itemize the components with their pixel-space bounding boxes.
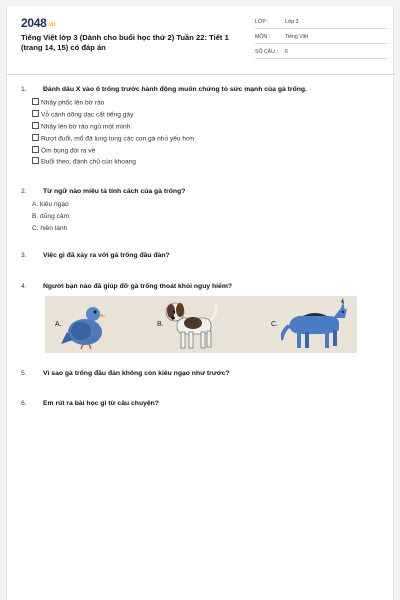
option-label: Nhảy lên bờ rào ngủ một mình bbox=[41, 123, 131, 131]
checkbox-option[interactable] bbox=[32, 157, 194, 169]
checkbox-icon[interactable] bbox=[32, 98, 39, 105]
question-number: 4. bbox=[21, 283, 27, 290]
question-2-options bbox=[32, 200, 69, 236]
worksheet-header bbox=[7, 6, 395, 75]
question-number: 1. bbox=[21, 86, 27, 93]
site-logo[interactable] bbox=[21, 16, 55, 30]
checkbox-option[interactable] bbox=[32, 110, 194, 122]
question-text: Từ ngữ nào miêu tả tính cách của gà trống? bbox=[43, 188, 186, 195]
question-text: Em rút ra bài học gì từ câu chuyện? bbox=[43, 400, 159, 407]
checkbox-icon[interactable] bbox=[32, 122, 39, 129]
option-label: Nhảy phốc lên bờ rào bbox=[41, 99, 105, 107]
checkbox-option[interactable] bbox=[32, 98, 194, 110]
meta-count-key: SỐ CÂU : bbox=[255, 49, 278, 55]
meta-count-value: 6 bbox=[285, 49, 288, 55]
checkbox-icon[interactable] bbox=[32, 146, 39, 153]
pigeon-illustration bbox=[61, 302, 107, 350]
question-number: 5. bbox=[21, 370, 27, 377]
option-label: Vỗ cánh dõng dạc cất tiếng gáy bbox=[41, 111, 134, 119]
animal-choices-image bbox=[45, 296, 357, 353]
logo-number: 2048 bbox=[21, 16, 47, 30]
worksheet-page bbox=[6, 6, 394, 600]
question-number: 3. bbox=[21, 252, 27, 259]
meta-count bbox=[255, 48, 387, 59]
choice-a-label: A. bbox=[55, 321, 62, 328]
choice-c-label: C. bbox=[271, 321, 278, 328]
checkbox-icon[interactable] bbox=[32, 110, 39, 117]
answer-option[interactable]: C. hiền lành bbox=[32, 224, 68, 232]
checkbox-icon[interactable] bbox=[32, 134, 39, 141]
checkbox-option[interactable] bbox=[32, 146, 194, 158]
checkbox-option[interactable] bbox=[32, 122, 194, 134]
question-text: Đánh dấu X vào ô trống trước hành động muốn chứng tỏ sức mạnh của gà trống. bbox=[43, 86, 307, 93]
question-number: 6. bbox=[21, 400, 27, 407]
answer-option[interactable]: B. dũng cảm bbox=[32, 212, 70, 220]
meta-subject-key: MÔN : bbox=[255, 34, 270, 40]
meta-grade bbox=[255, 18, 387, 29]
answer-option[interactable]: A. kiêu ngạo bbox=[32, 201, 69, 208]
page-title: Tiếng Việt lớp 3 (Dành cho buổi học thứ 2) Tuần 22: Tiết 1 (trang 14, 15) có đáp án bbox=[21, 33, 229, 52]
wolf-illustration bbox=[281, 298, 349, 350]
question-text: Người bạn nào đã giúp đỡ gà trống thoát khỏi nguy hiểm? bbox=[43, 283, 233, 290]
option-label: Rượt đuổi, mổ đá lung tung các con gà nhỏ yếu hơn bbox=[41, 135, 195, 143]
meta-subject-value: Tiếng Việt bbox=[285, 34, 309, 40]
question-text: Vì sao gà trống đầu đàn không còn kiêu ngạo như trước? bbox=[43, 370, 230, 377]
question-number: 2. bbox=[21, 188, 27, 195]
question-text: Việc gì đã xảy ra với gà trống đầu đàn? bbox=[43, 252, 170, 259]
checkbox-icon[interactable] bbox=[32, 157, 39, 164]
dog-illustration bbox=[163, 298, 221, 352]
option-label: Ôm bụng đói ra về bbox=[41, 147, 96, 155]
meta-grade-key: LỚP : bbox=[255, 19, 269, 25]
checkbox-option[interactable] bbox=[32, 134, 194, 146]
option-label: Đuổi theo, đánh chủ cún khoang bbox=[41, 158, 136, 166]
logo-suffix: .vn bbox=[47, 22, 56, 28]
question-1-options bbox=[32, 98, 194, 169]
choice-b-label: B. bbox=[157, 321, 164, 328]
meta-subject bbox=[255, 33, 387, 44]
meta-grade-value: Lớp 3 bbox=[285, 19, 299, 25]
